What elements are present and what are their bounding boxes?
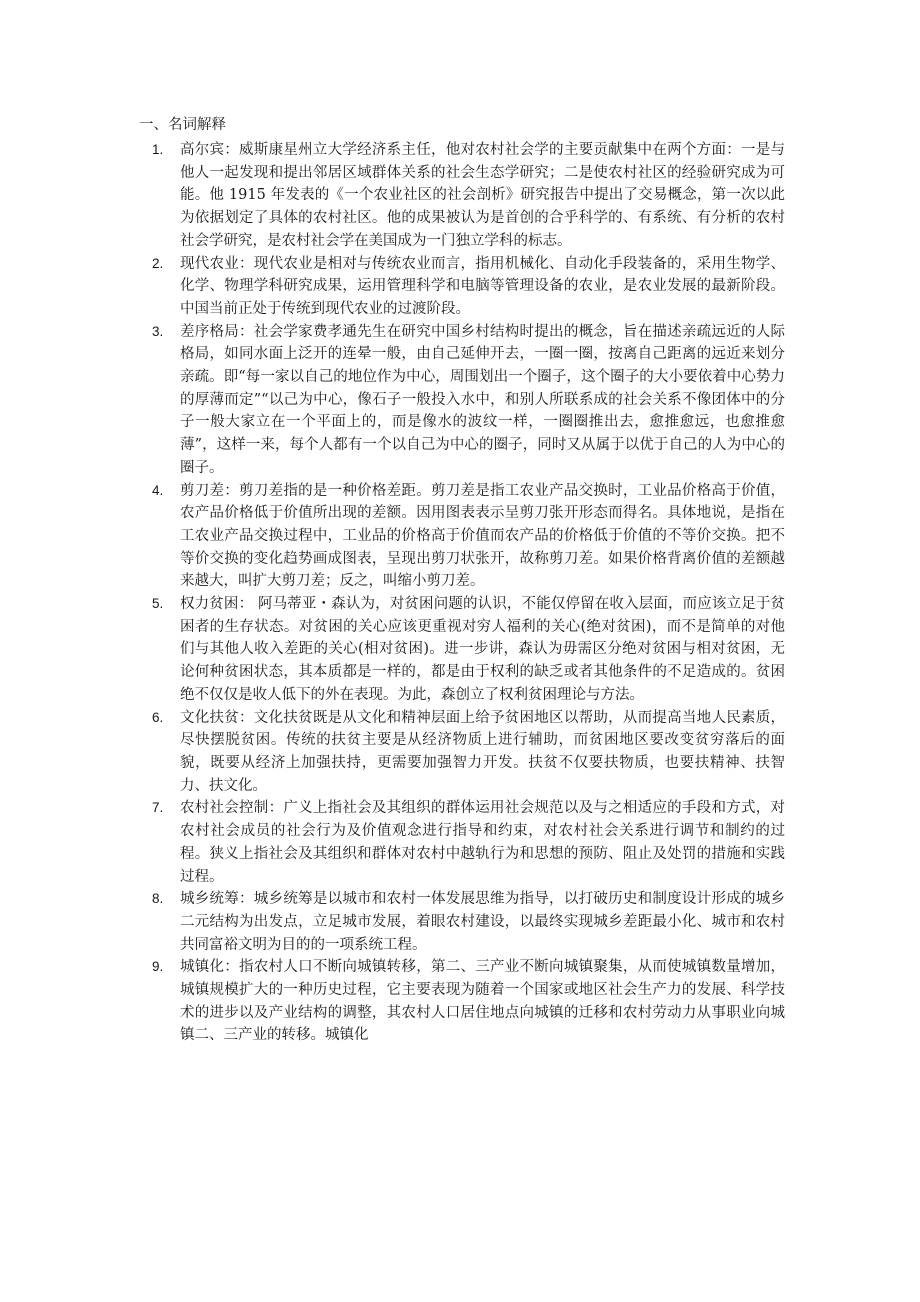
item-text: 剪刀差：剪刀差指的是一种价格差距。剪刀差是指工农业产品交换时，工业品价格高于价值，农产品价格低于价值所出现的差额。因用图表表示呈剪刀张开形态而得名。具体地说，是指在工农业产品交换过程中，工业品的价格高于价值而农产品的价格低于价值的不等价交换。把不等价交换的变化趋势画成图表，呈现出剪刀状张开，故称剪刀差。如果价格背离价值的差额越来越大，叫扩大剪刀差；反之，叫缩小剪刀差。	[180, 482, 785, 590]
definition-list	[140, 139, 785, 1047]
item-number: 4.	[152, 482, 164, 498]
definition-item	[140, 888, 785, 956]
item-number: 8.	[152, 891, 164, 907]
item-text: 现代农业：现代农业是相对与传统农业而言，指用机械化、自动化手段装备的，采用生物学、化学、物理学科研究成果，运用管理科学和电脑等管理设备的农业，是农业发展的最新阶段。中国当前正处于传统到现代农业的过渡阶段。	[180, 255, 785, 317]
definition-item	[140, 797, 785, 888]
definition-item	[140, 593, 785, 707]
item-text: 城镇化：指农村人口不断向城镇转移，第二、三产业不断向城镇聚集，从而使城镇数量增加，城镇规模扩大的一种历史过程，它主要表现为随着一个国家或地区社会生产力的发展、科学技术的进步以及产业结构的调整，其农村人口居住地点向城镇的迁移和农村劳动力从事职业向城镇二、三产业的转移。城镇化	[180, 959, 785, 1044]
item-text: 农村社会控制：广义上指社会及其组织的群体运用社会规范以及与之相适应的手段和方式，对农村社会成员的社会行为及价值观念进行指导和约束，对农村社会关系进行调节和制约的过程。狭义上指社会及其组织和群体对农村中越轨行为和思想的预防、阻止及处罚的措施和实践过程。	[180, 800, 785, 885]
definition-item	[140, 321, 785, 480]
definition-item	[140, 707, 785, 798]
item-text: 文化扶贫：文化扶贫既是从文化和精神层面上给予贫困地区以帮助，从而提高当地人民素质，尽快摆脱贫困。传统的扶贫主要是从经济物质上进行辅助，而贫困地区要改变贫穷落后的面貌，既要从经济上加强扶持，更需要加强智力开发。扶贫不仅要扶物质，也要扶精神、扶智力、扶文化。	[180, 709, 785, 794]
definition-item	[140, 956, 785, 1047]
item-text: 差序格局：社会学家费孝通先生在研究中国乡村结构时提出的概念，旨在描述亲疏远近的人际格局，如同水面上泛开的连晕一般，由自己延伸开去，一圈一圈，按离自己距离的远近来划分亲疏。即“每一家以自己的地位作为中心，周围划出一个圈子，这个圈子的大小要依着中心势力的厚薄而定”“以己为中心，像石子一般投入水中，和别人所联系成的社会关系不像团体中的分子一般大家立在一个平面上的，而是像水的波纹一样，一圈圈推出去，愈推愈远，也愈推愈薄”，这样一来，每个人都有一个以自己为中心的圈子，同时又从属于以优于自己的人为中心的圈子。	[180, 323, 785, 476]
definition-item	[140, 253, 785, 321]
item-text: 城乡统筹：城乡统筹是以城市和农村一体发展思维为指导，以打破历史和制度设计形成的城乡二元结构为出发点，立足城市发展，着眼农村建设，以最终实现城乡差距最小化、城市和农村共同富裕文明为目的的一项系统工程。	[180, 891, 785, 953]
item-number: 2.	[152, 255, 164, 271]
definition-item	[140, 480, 785, 594]
item-text: 高尔宾：威斯康星州立大学经济系主任，他对农村社会学的主要贡献集中在两个方面：一是与他人一起发现和提出邻居区域群体关系的社会生态学研究；二是使农村社区的经验研究成为可能。他 1915 年发表的《一个农业社区的社会剖析》研究报告中提出了交易概念，第一次以此为依据划定了具体的农村社区。他的成果被认为是首创的合乎科学的、有系统、有分析的农村社会学研究，是农村社会学在美国成为一门独立学科的标志。	[180, 142, 785, 249]
item-number: 5.	[152, 596, 164, 612]
item-number: 3.	[152, 323, 164, 339]
item-number: 1.	[152, 142, 164, 157]
item-text: 权力贫困： 阿马蒂亚・森认为，对贫困问题的认识，不能仅停留在收入层面，而应该立足于贫困者的生存状态。对贫困的关心应该更重视对穷人福利的关心(绝对贫困)，而不是简单的对他们与其他人收入差距的关心(相对贫困)。进一步讲，森认为毋需区分绝对贫困与相对贫困，无论何种贫困状态，其本质都是一样的，都是由于权利的缺乏或者其他条件的不足造成的。贫困绝不仅仅是收人低下的外在表现。为此，森创立了权利贫困理论与方法。	[180, 596, 785, 703]
item-number: 6.	[152, 709, 164, 725]
item-number: 7.	[152, 800, 164, 816]
item-number: 9.	[152, 959, 164, 975]
definition-item	[140, 139, 785, 253]
section-heading: 一、名词解释	[139, 117, 226, 133]
